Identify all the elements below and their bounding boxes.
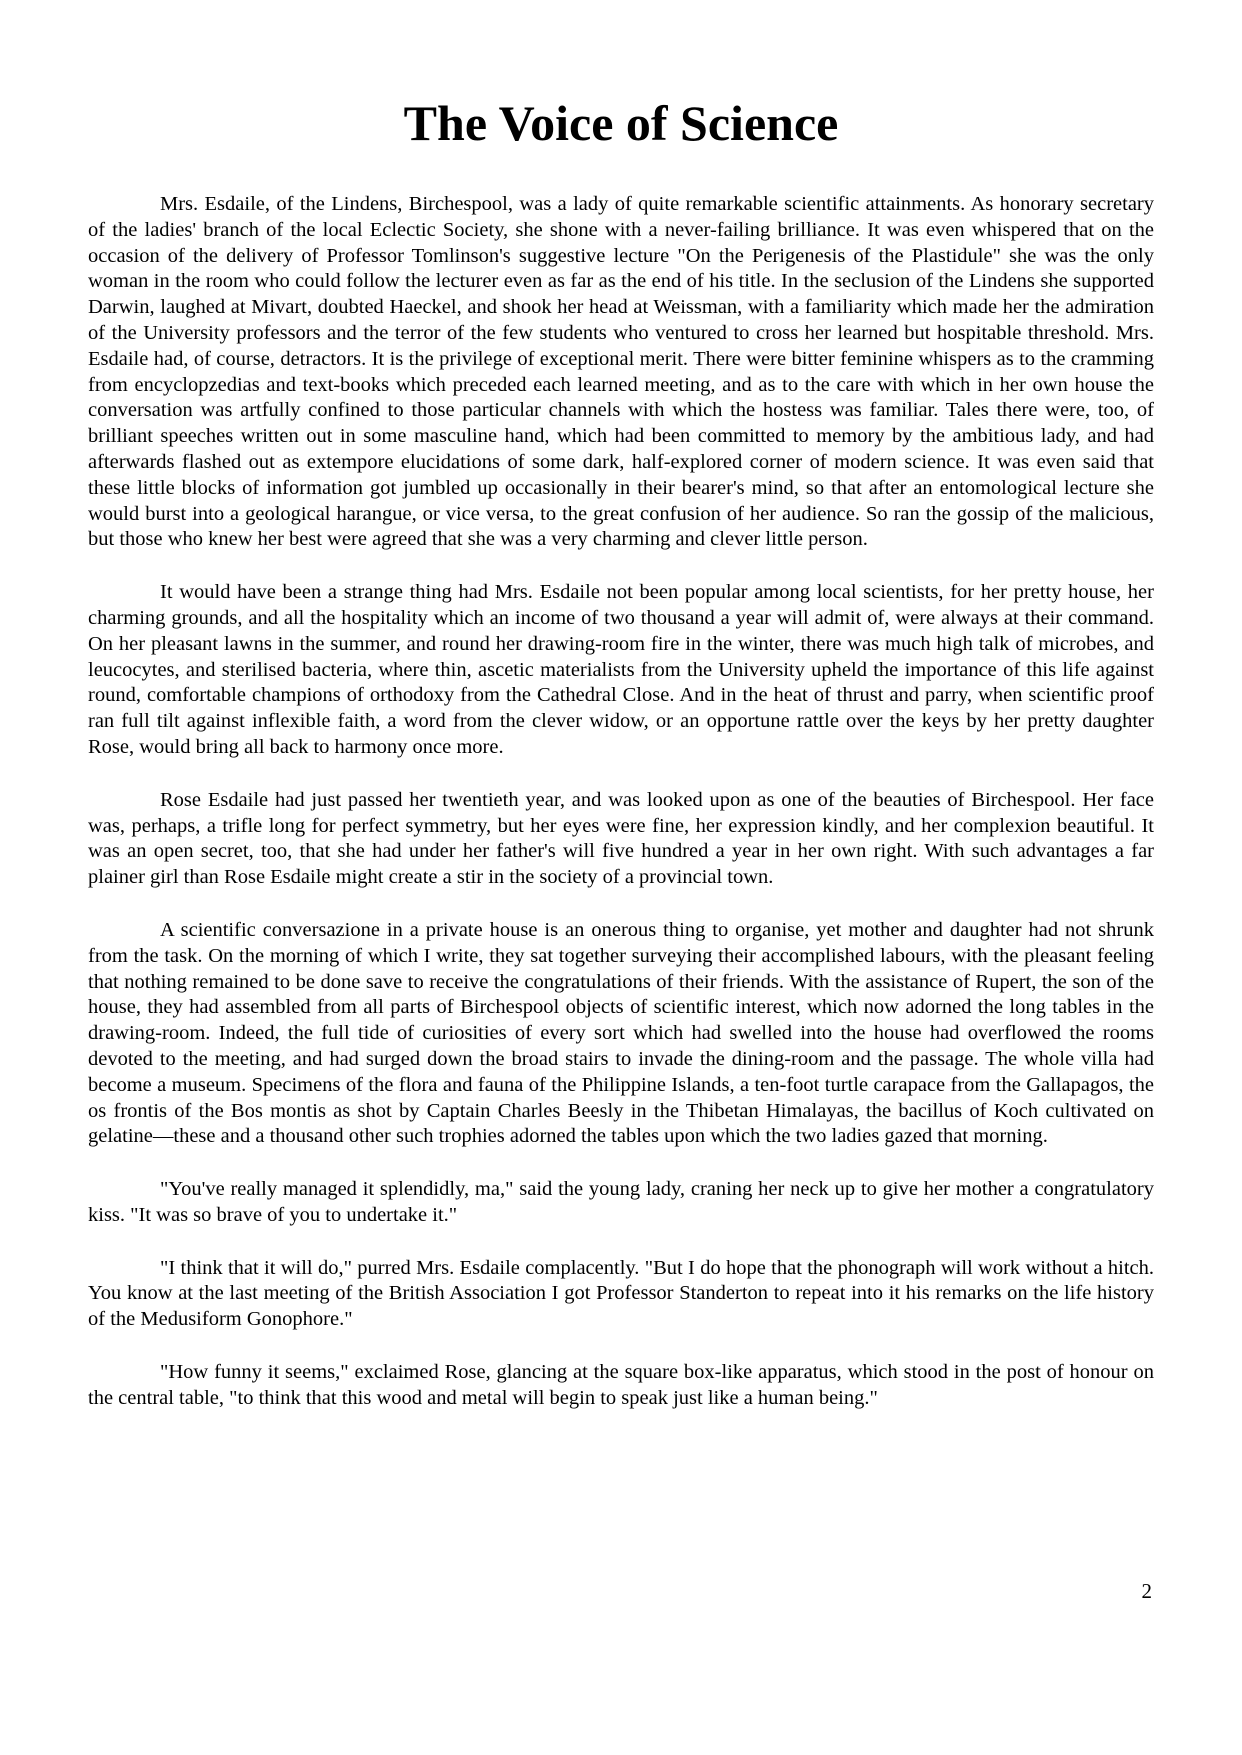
paragraph: "I think that it will do," purred Mrs. Esdaile complacently. "But I do hope that the phonograph will work without a hitch. You know at the last meeting of the British Association I got Professor Standerton to repeat into it his remarks on the life history of the Medusiform Gonophore.": [88, 1256, 1154, 1331]
paragraph: "How funny it seems," exclaimed Rose, glancing at the square box-like apparatus, which stood in the post of honour on the central table, "to think that this wood and metal will begin to speak just like a human being.": [88, 1361, 1154, 1409]
paragraph: "You've really managed it splendidly, ma," said the young lady, craning her neck up to give her mother a congratulatory kiss. "It was so brave of you to undertake it.": [88, 1178, 1154, 1226]
paragraph: A scientific conversazione in a private house is an onerous thing to organise, yet mother and daughter had not shrunk from the task. On the morning of which I write, they sat together surveying their accomplished labours, with the pleasant feeling that nothing remained to be done save to receive the congratulations of their friends. With the assistance of Rupert, the son of the house, they had assembled from all parts of Birchespool objects of scientific interest, which now adorned the long tables in the drawing-room. Indeed, the full tide of curiosities of every sort which had swelled into the house had overflowed the rooms devoted to the meeting, and had surged down the broad stairs to invade the dining-room and the passage. The whole villa had become a museum. Specimens of the flora and fauna of the Philippine Islands, a ten-foot turtle carapace from the Gallapagos, the os frontis of the Bos montis as shot by Captain Charles Beesly in the Thibetan Himalayas, the bacillus of Koch cultivated on gelatine—these and a thousand other such trophies adorned the tables upon which the two ladies gazed that morning.: [88, 918, 1154, 1148]
page-number: 2: [1141, 1579, 1152, 1603]
body-text: [88, 192, 1154, 1439]
paragraph: Rose Esdaile had just passed her twentieth year, and was looked upon as one of the beauties of Birchespool. Her face was, perhaps, a trifle long for perfect symmetry, but her eyes were fine, her expression kindly, and her complexion beautiful. It was an open secret, too, that she had under her father's will five hundred a year in her own right. With such advantages a far plainer girl than Rose Esdaile might create a stir in the society of a provincial town.: [88, 788, 1154, 889]
page-title: The Voice of Science: [403, 95, 839, 151]
paragraph: It would have been a strange thing had Mrs. Esdaile not been popular among local scientists, for her pretty house, her charming grounds, and all the hospitality which an income of two thousand a year will admit of, were always at their command. On her pleasant lawns in the summer, and round her drawing-room fire in the winter, there was much high talk of microbes, and leucocytes, and sterilised bacteria, where thin, ascetic materialists from the University upheld the importance of this life against round, comfortable champions of orthodoxy from the Cathedral Close. And in the heat of thrust and parry, when scientific proof ran full tilt against inflexible faith, a word from the clever widow, or an opportune rattle over the keys by her pretty daughter Rose, would bring all back to harmony once more.: [88, 581, 1154, 758]
paragraph: Mrs. Esdaile, of the Lindens, Birchespool, was a lady of quite remarkable scientific attainments. As honorary secretary of the ladies' branch of the local Eclectic Society, she shone with a never-failing brilliance. It was even whispered that on the occasion of the delivery of Professor Tomlinson's suggestive lecture "On the Perigenesis of the Plastidule" she was the only woman in the room who could follow the lecturer even as far as the end of his title. In the seclusion of the Lindens she supported Darwin, laughed at Mivart, doubted Haeckel, and shook her head at Weissman, with a familiarity which made her the admiration of the University professors and the terror of the few students who ventured to cross her learned but hospitable threshold. Mrs. Esdaile had, of course, detractors. It is the privilege of exceptional merit. There were bitter feminine whispers as to the cramming from encyclopzedias and text-books which preceded each learned meeting, and as to the care with which in her own house the conversation was artfully confined to those particular channels with which the hostess was familiar. Tales there were, too, of brilliant speeches written out in some masculine hand, which had been committed to memory by the ambitious lady, and had afterwards flashed out as extempore elucidations of some dark, half-explored corner of modern science. It was even said that these little blocks of information got jumbled up occasionally in their bearer's mind, so that after an entomological lecture she would burst into a geological harangue, or vice versa, to the great confusion of her audience. So ran the gossip of the malicious, but those who knew her best were agreed that she was a very charming and clever little person.: [88, 193, 1154, 551]
